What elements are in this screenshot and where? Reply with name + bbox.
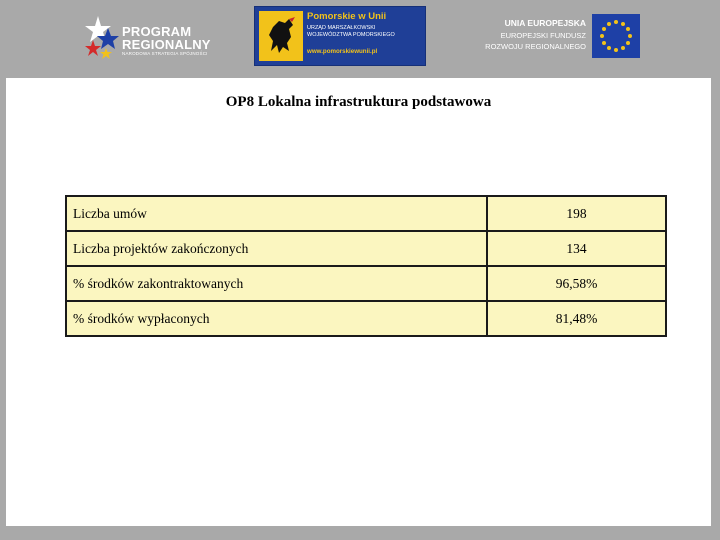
website-url: www.pomorskiewunii.pl <box>307 48 378 55</box>
eu-fund-logo <box>462 14 640 60</box>
row-label: % środków wypłaconych <box>66 301 487 336</box>
row-value: 198 <box>487 196 666 231</box>
program-regionalny-logo <box>84 14 244 60</box>
slide-title: OP8 Lokalna infrastruktura podstawowa <box>225 94 492 110</box>
eu-title: UNIA EUROPEJSKA <box>504 18 586 28</box>
table-row <box>66 266 666 301</box>
star-logo-icon <box>84 14 120 60</box>
row-label: Liczba projektów zakończonych <box>66 231 487 266</box>
table-row <box>66 231 666 266</box>
row-value: 81,48% <box>487 301 666 336</box>
table-row <box>66 196 666 231</box>
office-line-2: WOJEWÓDZTWA POMORSKIEGO <box>307 32 395 38</box>
eu-flag-icon <box>592 14 640 58</box>
griffin-crest-icon <box>259 11 303 61</box>
logo-subtext: NARODOWA STRATEGIA SPÓJNOŚCI <box>122 51 208 56</box>
row-value: 96,58% <box>487 266 666 301</box>
office-line-1: URZĄD MARSZAŁKOWSKI <box>307 25 376 31</box>
row-label: Liczba umów <box>66 196 487 231</box>
logo-text-regionalny: REGIONALNY <box>122 37 211 52</box>
row-label: % środków zakontraktowanych <box>66 266 487 301</box>
table-row <box>66 301 666 336</box>
eu-fund-line-1: EUROPEJSKI FUNDUSZ <box>500 31 586 40</box>
pomorskie-w-unii-logo <box>254 6 426 66</box>
logo-text-program: PROGRAM <box>122 24 192 39</box>
pomorskie-title: Pomorskie w Unii <box>307 11 387 22</box>
header-banner <box>0 0 720 70</box>
eu-fund-line-2: ROZWOJU REGIONALNEGO <box>485 42 586 51</box>
slide-panel <box>6 78 711 526</box>
statistics-table <box>65 195 667 337</box>
row-value: 134 <box>487 231 666 266</box>
